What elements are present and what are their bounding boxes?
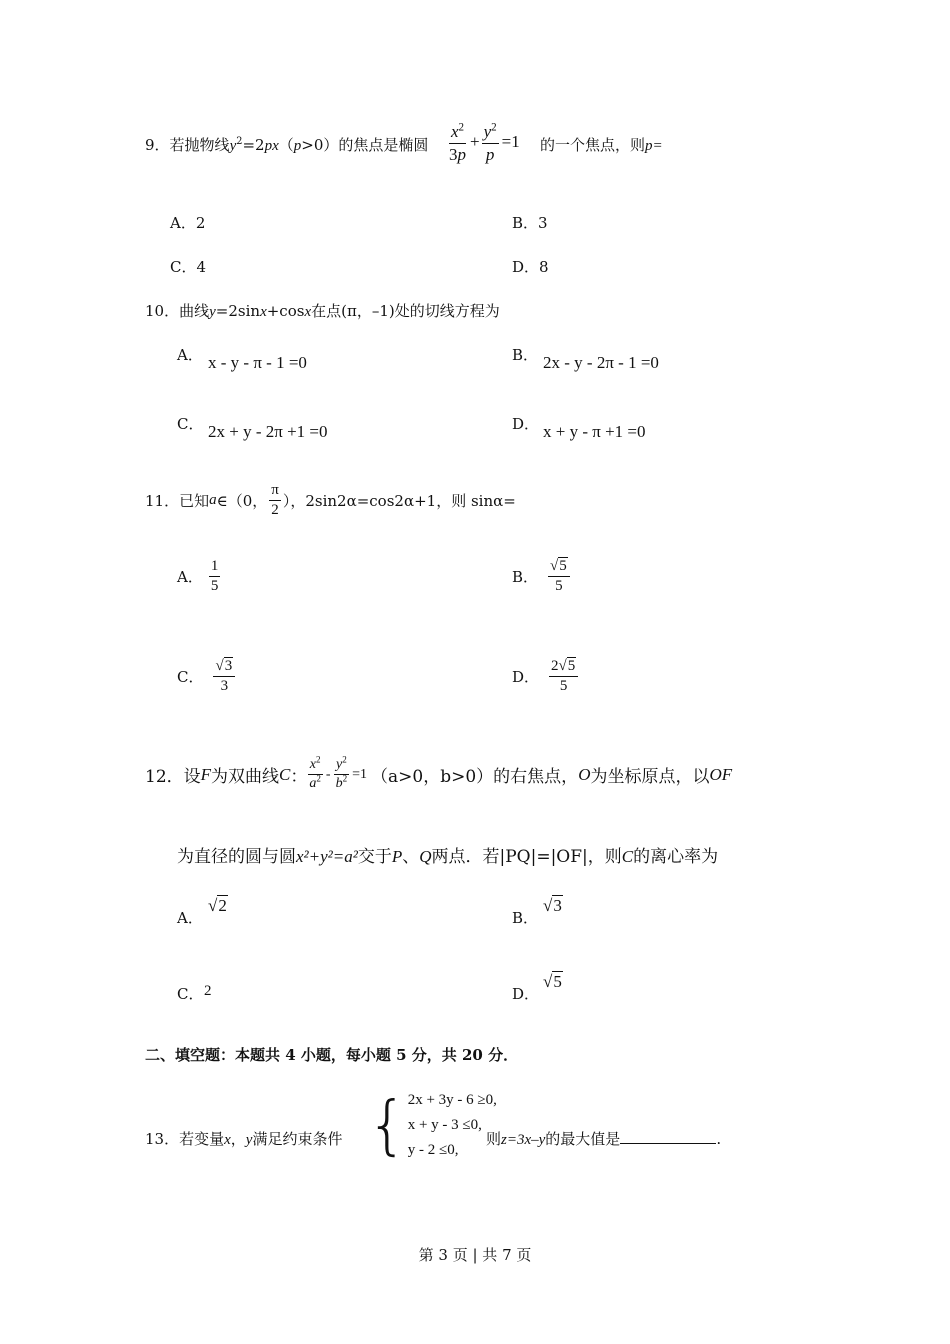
- q10-text2: 在点(π，–1)处的切线方程为: [311, 302, 500, 320]
- q12-label-d: D．: [512, 985, 540, 1003]
- frac-num: y: [483, 122, 492, 141]
- q13-text: 若变量: [179, 1130, 225, 1148]
- q12-option-c[interactable]: 2: [204, 983, 212, 999]
- sqrt-arg: 5: [559, 558, 567, 574]
- answer-blank[interactable]: [620, 1129, 716, 1144]
- q13-var-x: x: [224, 1132, 231, 1148]
- page-footer: 第 3 页 | 共 7 页: [418, 1246, 532, 1264]
- q12-var-o: O: [578, 764, 591, 784]
- q12-circle: x²+y²=a²: [296, 847, 358, 866]
- plus-sign: +: [470, 131, 480, 151]
- q9-line: [145, 134, 428, 155]
- frac-den: b: [335, 776, 343, 792]
- q10-var-y: y: [209, 304, 216, 320]
- minus-sign: -: [325, 766, 331, 782]
- q10-option-b[interactable]: 2x - y - 2π - 1 =0: [543, 353, 659, 372]
- frac-exp: 2: [342, 754, 347, 765]
- q12-line-1: [145, 754, 733, 792]
- q11-frac: [269, 482, 281, 520]
- frac-exp: 2: [315, 754, 321, 765]
- q13-text4: 的最大值是: [545, 1130, 621, 1148]
- q12-text: 设: [183, 767, 201, 788]
- q10-var-x2: x: [304, 304, 312, 320]
- q11-number: 11．: [145, 492, 180, 511]
- q12-text4: 为直径的圆与圆: [177, 847, 296, 867]
- sqrt-arg: 2: [218, 896, 227, 915]
- q12-frac-1: [307, 754, 323, 792]
- q13-text2: 满足约束条件: [252, 1130, 343, 1148]
- equals-one: =1: [501, 131, 520, 151]
- q11-text2: ），2sin2α=cos2α+1，则 sinα=: [282, 492, 516, 511]
- q9-line-end: [540, 134, 663, 155]
- option-frac: $\frac{2√5}{5}$: [549, 658, 578, 696]
- q9-option-a[interactable]: A．2: [170, 214, 206, 232]
- q11-line: [145, 482, 516, 520]
- frac-num: π: [269, 482, 281, 501]
- option-label: D．: [512, 668, 540, 687]
- q11-option-a[interactable]: [177, 558, 220, 596]
- q13-objective: z=3x–y: [501, 1132, 546, 1148]
- q10-label-b: B．: [512, 346, 539, 364]
- frac-exp: 2: [316, 773, 321, 784]
- q10-number: 10．: [145, 302, 180, 320]
- frac-den: 2: [271, 502, 279, 519]
- frac-den: 5: [210, 578, 219, 595]
- constraint-1: 2x + 3y - 6 ≥0,: [407, 1092, 497, 1108]
- frac-den: p: [485, 144, 495, 164]
- q12-frac-2: [334, 754, 350, 792]
- q12-text2: 为双曲线: [211, 767, 280, 788]
- q12-option-b[interactable]: √3: [543, 896, 562, 915]
- q13-number: 13．: [145, 1130, 180, 1148]
- q12-var-f: F: [200, 764, 212, 784]
- q11-option-b[interactable]: [512, 558, 570, 596]
- q9-frac-2: [482, 122, 499, 164]
- q13-line: [145, 1128, 342, 1149]
- sqrt-arg: 3: [224, 658, 233, 674]
- q13-constraints: [367, 1088, 497, 1163]
- frac-den: 3: [449, 144, 458, 164]
- q9-option-b[interactable]: B．3: [512, 214, 548, 232]
- frac-exp: 2: [458, 121, 465, 134]
- q12-text7: 的离心率为: [633, 847, 719, 867]
- q10-label-c: C．: [177, 415, 204, 433]
- q12-label-c: C．: [177, 985, 204, 1003]
- q10-var-x: x: [260, 304, 267, 320]
- frac-den-p: p: [457, 144, 466, 164]
- q10-eq: =2sin: [215, 302, 261, 320]
- q11-option-c[interactable]: [177, 658, 235, 696]
- frac-exp: 2: [491, 121, 497, 134]
- q12-var-c2: C: [621, 847, 634, 866]
- q10-option-d[interactable]: x + y - π +1 =0: [543, 422, 646, 441]
- option-label: C．: [177, 668, 204, 687]
- frac-num: y: [335, 757, 343, 772]
- q9-paren: （: [278, 136, 294, 154]
- q10-option-a[interactable]: x - y - π - 1 =0: [208, 353, 307, 372]
- q9-option-c[interactable]: C．4: [170, 258, 207, 276]
- q9-eq: =2: [242, 136, 265, 154]
- q12-line-2: [177, 842, 718, 867]
- constraint-2: x + y - 3 ≤0,: [407, 1117, 482, 1133]
- q12-option-a[interactable]: √2: [208, 896, 227, 915]
- equals-one: =1: [352, 766, 368, 782]
- frac-exp: 2: [342, 773, 348, 784]
- option-label: B．: [512, 568, 539, 587]
- q13-comma: ，: [230, 1130, 246, 1148]
- q12-var-of: OF: [709, 764, 733, 784]
- q12-var-p: P: [391, 847, 403, 866]
- frac-den: 5: [555, 578, 563, 595]
- frac-den: a: [309, 776, 317, 792]
- q9-text: 若抛物线: [169, 136, 230, 154]
- option-frac: [209, 558, 221, 596]
- q9-var-px: px: [264, 138, 279, 154]
- q11-var-a: a: [209, 492, 217, 509]
- option-frac: $\frac{√5}{5}$: [548, 558, 570, 596]
- q9-exp: 2: [236, 136, 243, 147]
- q9-text3: 的一个焦点，则: [540, 136, 646, 154]
- q11-in: ∈（0，: [216, 492, 268, 511]
- frac-num: x: [450, 122, 459, 141]
- q10-label-a: A．: [177, 346, 203, 364]
- q9-frac-1: [447, 122, 468, 164]
- q12-text5: 交于: [357, 847, 392, 867]
- q9-var-y: y: [229, 138, 237, 154]
- q12-option-d[interactable]: √5: [543, 972, 562, 991]
- q9-number: 9．: [145, 136, 170, 154]
- q9-var-p: p: [293, 138, 302, 154]
- sqrt-arg: 5: [567, 658, 576, 674]
- q12-sep: 、: [402, 847, 420, 867]
- q12-cond: （a>0，b>0）的右焦点，: [371, 767, 579, 788]
- constraint-3: y - 2 ≤0,: [407, 1142, 459, 1158]
- q10-plus: +cos: [266, 302, 305, 320]
- q12-colon: ：: [290, 767, 308, 788]
- q9-text2: 的焦点是椭圆: [338, 136, 429, 154]
- constraint-system: [408, 1088, 497, 1163]
- q13-period: .: [716, 1130, 722, 1148]
- q13-line-end: [486, 1128, 721, 1149]
- sqrt-arg: 5: [553, 972, 562, 991]
- sqrt-arg: 3: [553, 896, 562, 915]
- frac-num: x: [309, 757, 316, 772]
- q12-text6: 两点．若|PQ|=|OF|，则: [431, 847, 622, 867]
- frac-num: 1: [209, 558, 221, 577]
- q10-line: [145, 300, 500, 321]
- q12-text3: 为坐标原点，以: [590, 767, 710, 788]
- q13-text3: 则: [486, 1130, 502, 1148]
- option-label: A．: [177, 568, 203, 587]
- q12-var-q: Q: [419, 847, 432, 866]
- q12-label-b: B．: [512, 909, 539, 927]
- q10-label-d: D．: [512, 415, 540, 433]
- q13-var-y: y: [245, 1132, 253, 1148]
- coef: 2: [551, 658, 559, 674]
- q12-var-c: C: [279, 764, 291, 784]
- option-frac: $\frac{√3}{3}$: [213, 658, 235, 696]
- q10-text: 曲线: [179, 302, 210, 320]
- q9-p-end: p=: [645, 138, 663, 154]
- frac-den: 5: [559, 678, 568, 695]
- q11-option-d[interactable]: [512, 658, 578, 696]
- frac-den: 3: [220, 678, 229, 695]
- q9-cond: >0）: [301, 136, 339, 154]
- q9-option-d[interactable]: D．8: [512, 258, 549, 276]
- q10-option-c[interactable]: 2x + y - 2π +1 =0: [208, 422, 328, 441]
- section-heading: 二、填空题：本题共 4 小题，每小题 5 分，共 20 分．: [145, 1046, 519, 1064]
- left-brace: {: [367, 1088, 408, 1163]
- q11-text: 已知: [179, 492, 210, 511]
- q9-ellipse-formula: [447, 122, 520, 164]
- q12-number: 12．: [145, 767, 184, 788]
- q12-label-a: A．: [177, 909, 203, 927]
